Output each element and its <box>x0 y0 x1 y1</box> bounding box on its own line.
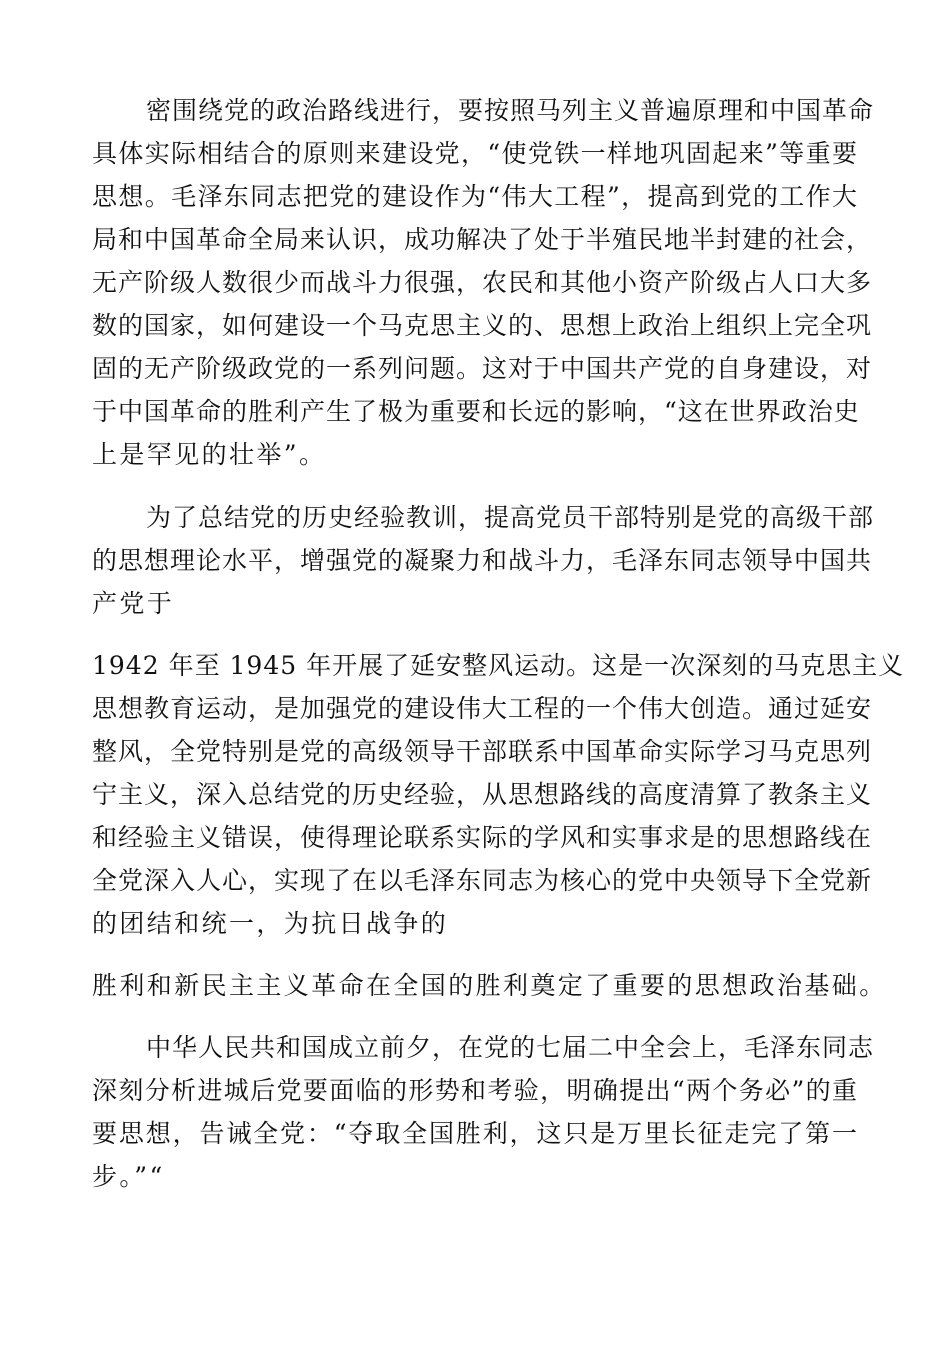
text-line: 宁主义，深入总结党的历史经验，从思想路线的高度清算了教条主义 <box>92 780 873 809</box>
text-line: 无产阶级人数很少而战斗力很强，农民和其他小资产阶级占人口大多 <box>92 268 873 297</box>
text-line: 深刻分析进城后党要面临的形势和考验，明确提出“两个务必”的重 <box>92 1076 858 1105</box>
text-line: 局和中国革命全局来认识，成功解决了处于半殖民地半封建的社会， <box>92 225 873 254</box>
text-line: 上是罕见的壮举”。 <box>92 440 327 469</box>
text-line: 产党于 <box>92 589 175 618</box>
text-line: 1942 年至 1945 年开展了延安整风运动。这是一次深刻的马克思主义 <box>92 651 905 680</box>
text-line: 思想。毛泽东同志把党的建设作为“伟大工程”，提高到党的工作大 <box>92 182 858 211</box>
paragraph-1 <box>92 89 875 476</box>
text-line: 思想教育运动，是加强党的建设伟大工程的一个伟大创造。通过延安 <box>92 694 873 723</box>
text-line: 要思想，告诫全党：“夺取全国胜利，这只是万里长征走完了第一 <box>92 1119 858 1148</box>
text-line: 和经验主义错误，使得理论联系实际的学风和实事求是的思想路线在 <box>92 823 873 852</box>
paragraph-4 <box>92 964 887 1007</box>
paragraph-3 <box>92 644 905 945</box>
text-line: 数的国家，如何建设一个马克思主义的、思想上政治上组织上完全巩 <box>92 311 873 340</box>
text-line: 于中国革命的胜利产生了极为重要和长远的影响，“这在世界政治史 <box>92 397 860 426</box>
text-line: 密围绕党的政治路线进行，要按照马列主义普遍原理和中国革命 <box>146 96 875 125</box>
text-line: 中华人民共和国成立前夕，在党的七届二中全会上，毛泽东同志 <box>146 1033 875 1062</box>
text-line: 具体实际相结合的原则来建设党，“使党铁一样地巩固起来”等重要 <box>92 139 858 168</box>
text-line: 的思想理论水平，增强党的凝聚力和战斗力，毛泽东同志领导中国共 <box>92 546 873 575</box>
paragraph-2 <box>92 496 875 625</box>
text-line: 的团结和统一，为抗日战争的 <box>92 909 449 938</box>
text-line: 胜利和新民主主义革命在全国的胜利奠定了重要的思想政治基础。 <box>92 971 887 1000</box>
paragraph-5 <box>92 1026 875 1198</box>
text-line: 固的无产阶级政党的一系列问题。这对于中国共产党的自身建设，对 <box>92 354 873 383</box>
text-line: 全党深入人心，实现了在以毛泽东同志为核心的党中央领导下全党新 <box>92 866 873 895</box>
text-line: 步。”“ <box>92 1162 165 1191</box>
text-line: 整风，全党特别是党的高级领导干部联系中国革命实际学习马克思列 <box>92 737 873 766</box>
text-line: 为了总结党的历史经验教训，提高党员干部特别是党的高级干部 <box>146 503 875 532</box>
